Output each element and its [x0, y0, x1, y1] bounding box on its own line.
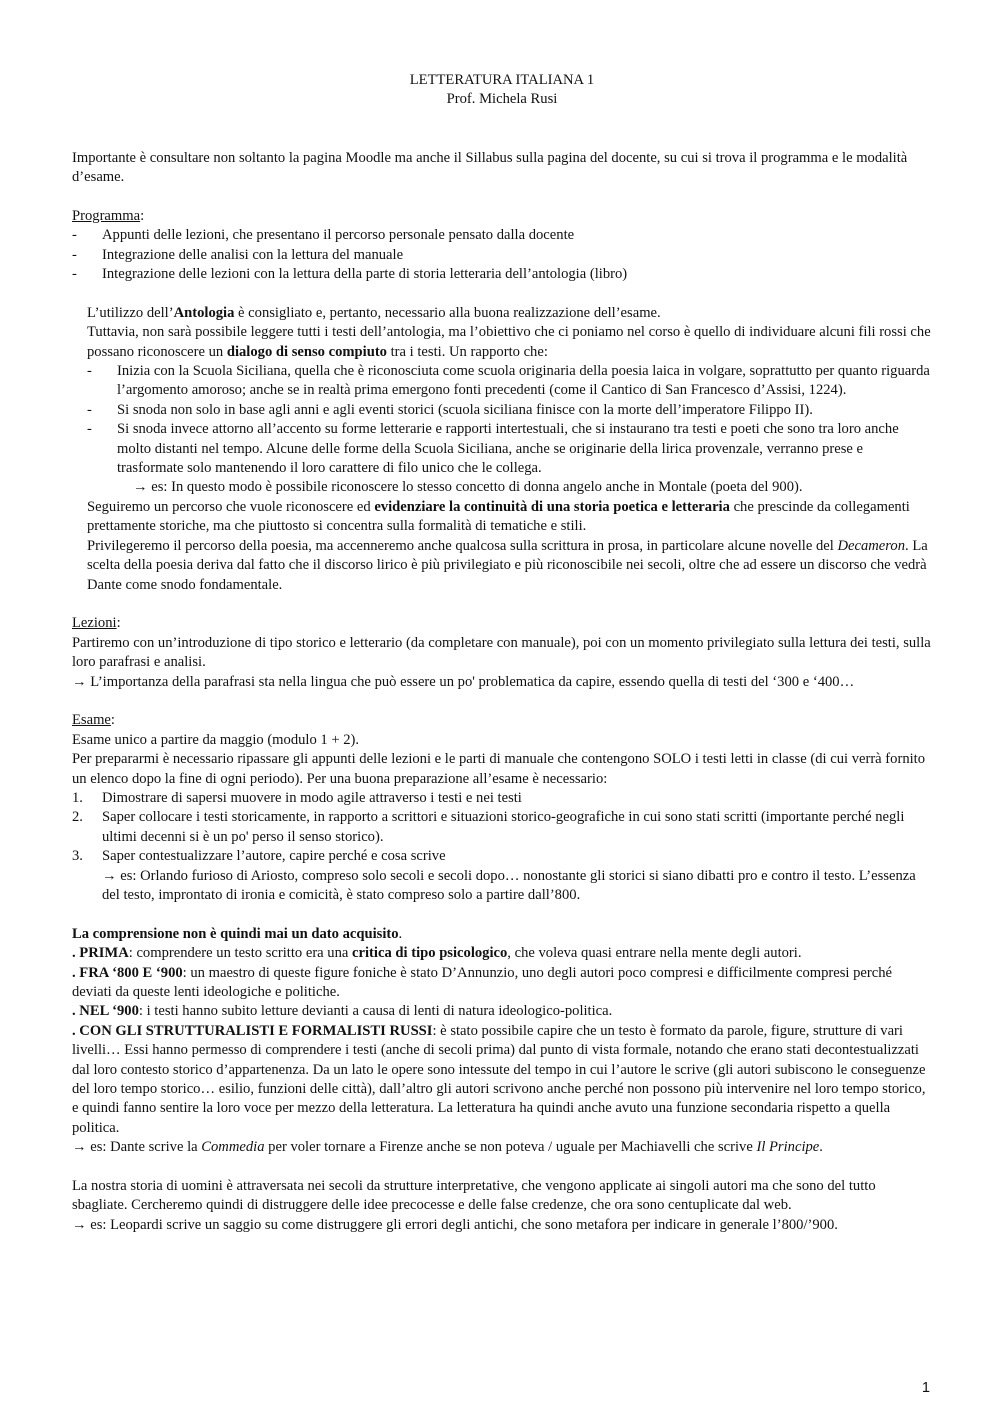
page-number: 1 [921, 1380, 930, 1396]
list-item: - Inizia con la Scuola Siciliana, quella che è riconosciuta come scuola originaria della poesia laica in volgare, soprattutto per quanto riguarda l’argomento amoroso; anche se in realtà prima emergono fonti precedenti (come il Cantico di San Francesco d’Assisi, 1224). [87, 363, 930, 399]
list-item: - Integrazione delle lezioni con la lettura della parte di storia letteraria dell’antologia (libro) [72, 266, 628, 283]
nel-900-paragraph: . NEL ‘900: i testi hanno subito letture devianti a causa di lenti di natura ideologico-politica. [72, 1003, 613, 1020]
list-item: 3. Saper contestualizzare l’autore, capire perché e cosa scrive [72, 848, 446, 865]
professor-name: Prof. Michela Rusi [446, 91, 558, 108]
parafrasi-note: → L’importanza della parafrasi sta nella lingua che può essere un po' problematica da capire, essendo quella di testi del ‘300 e ‘400… [72, 673, 855, 690]
rapporto-list [87, 362, 932, 478]
list-item: 2. Saper collocare i testi storicamente, in rapporto a scrittori e situazioni storico-geografiche in cui sono stati scritti (importante perché negli ultimi decenni si è un po' perso il senso storico). [72, 809, 905, 845]
seguiremo-paragraph: Seguiremo un percorso che vuole riconoscere ed evidenziare la continuità di una storia poetica e letteraria che prescinde da collegamenti prettamente storiche, ma che piuttosto si concentra sulla formalità di tematiche e stili. [87, 498, 910, 535]
programma-heading: Programma: [72, 207, 145, 224]
storia-paragraph: La nostra storia di uomini è attraversata nei secoli da strutture interpretative, che vengono applicate ai singoli autori ma che sono del tutto sbagliate. Cercheremo quindi di distruggere delle idee precocesse e delle false credenze, che ora sono centuplicate dal web. [72, 1178, 876, 1214]
list-item: 1. Dimostrare di sapersi muovere in modo agile attraverso i testi e nei testi [72, 789, 522, 806]
list-item: - Si snoda non solo in base agli anni e agli eventi storici (scuola siciliana finisce con la morte dell’imperatore Filippo II). [87, 401, 813, 418]
montale-example: → es: In questo modo è possibile riconoscere lo stesso concetto di donna angelo anche in Montale (poeta del 900). [133, 479, 803, 496]
dante-example: → es: Dante scrive la Commedia per voler tornare a Firenze anche se non poteva / uguale per Machiavelli che scrive Il Principe. [72, 1139, 823, 1156]
document-title: LETTERATURA ITALIANA 1 [409, 72, 595, 88]
esame-requirements-list [72, 789, 932, 867]
comprensione-heading: La comprensione non è quindi mai un dato acquisito. [72, 925, 403, 942]
list-item: - Appunti delle lezioni, che presentano il percorso personale pensato dalla docente [72, 227, 575, 244]
esame-line: Esame unico a partire da maggio (modulo 1 + 2). [72, 731, 360, 748]
intro-paragraph: Importante è consultare non soltanto la pagina Moodle ma anche il Sillabus sulla pagina del docente, su cui si trova il programma e le modalità d’esame. [72, 149, 908, 185]
document-body [72, 71, 932, 1235]
antologia-block [72, 304, 932, 595]
esame-heading: Esame: [72, 712, 115, 729]
leopardi-example: → es: Leopardi scrive un saggio su come distruggere gli errori degli antichi, che sono metafora per indicare in generale l’800/’900. [72, 1216, 838, 1233]
strutturalisti-paragraph: . CON GLI STRUTTURALISTI E FORMALISTI RUSSI: è stato possibile capire che un testo è formato da parole, figure, strutture di vari livelli… Essi hanno permesso di comprendere i testi (anche di secoli prima) dal punto di vista formale, notando che erano stati decontestualizzati dal loro contesto storico d’appartenenza. Da un lato le opere sono intessute del tempo in cui l’autore le scrive (gli autori subiscono le conseguenze del loro tempo storico… esilio, funzioni delle città), dall’altro gli autori scrivono anche perché non possono più intervenire nel loro tempo storico, e quindi fanno sentire la loro voce per mezzo della letteratura. La letteratura ha quindi anche avuto una funzione secondaria rispetto a quella politica. [72, 1022, 926, 1136]
tuttavia-paragraph: Tuttavia, non sarà possibile leggere tutti i testi dell’antologia, ma l’obiettivo che ci poniamo nel corso è quello di individuare alcuni fili rossi che possano riconoscere un dialogo di senso compiuto tra i testi. Un rapporto che: [87, 324, 931, 360]
programma-list [72, 226, 932, 284]
fra-800-900-paragraph: . FRA ‘800 E ‘900: un maestro di queste figure foniche è stato D’Annunzio, uno degli autori poco compresi e difficilmente compresi perché deviati da queste lenti ideologiche e politiche. [72, 964, 893, 1000]
ariosto-example: → es: Orlando furioso di Ariosto, compreso solo secoli e secoli dopo… nonostante gli storici si siano dibatti pro e contro il testo. L’essenza del testo, improntato di ironia e comicità, è stato compreso solo a partire dall’800. [102, 867, 916, 903]
list-item: - Integrazione delle analisi con la lettura del manuale [72, 246, 404, 263]
antologia-paragraph: L’utilizzo dell’Antologia è consigliato e, pertanto, necessario alla buona realizzazione dell’esame. [87, 304, 661, 321]
prima-paragraph: . PRIMA: comprendere un testo scritto era una critica di tipo psicologico, che voleva quasi entrare nella mente degli autori. [72, 945, 802, 962]
list-item: - Si snoda invece attorno all’accento su forme letterarie e rapporti intertestuali, che si instaurano tra testi e poeti che sono tra loro anche molto distanti nel tempo. Alcune delle forme della Scuola Siciliana, anche se originarie della lirica provenzale, verranno prese e trasformate solo mantenendo il loro carattere di filo unico che le collega. [87, 421, 899, 477]
privilegeremo-paragraph: Privilegeremo il percorso della poesia, ma accenneremo anche qualcosa sulla scrittura in prosa, in particolare alcune novelle del Decameron. La scelta della poesia deriva dal fatto che il discorso lirico è più privilegiato e più riconoscibile nei secoli, oltre che ad essere un discorso che vedrà Dante come snodo fondamentale. [87, 537, 928, 593]
lezioni-heading: Lezioni: [72, 615, 121, 632]
lezioni-paragraph: Partiremo con un’introduzione di tipo storico e letterario (da completare con manuale), poi con un momento privilegiato sulla lettura dei testi, sulla loro parafrasi e analisi. [72, 634, 931, 671]
esame-paragraph: Per prepararmi è necessario ripassare gli appunti delle lezioni e le parti di manuale che contengono SOLO i testi letti in classe (di cui verrà fornito un elenco dopo la fine di ogni periodo). Per una buona preparazione all’esame è necessario: [72, 751, 926, 787]
